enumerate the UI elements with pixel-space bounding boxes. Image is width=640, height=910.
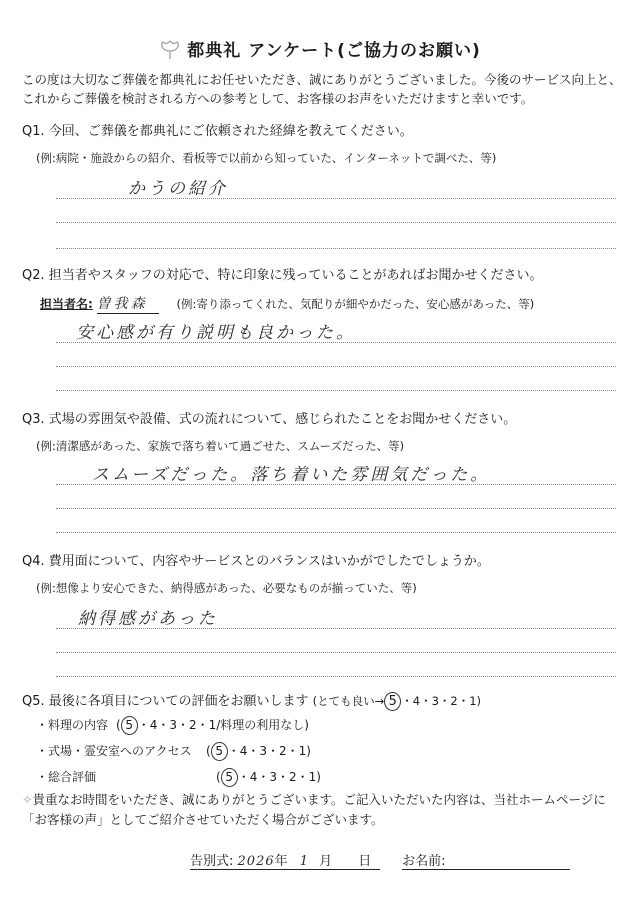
question-3-answer: スムーズだった。落ち着いた雰囲気だった。 (92, 465, 491, 485)
answer-line (56, 652, 616, 653)
staff-row (40, 293, 620, 314)
ceremony-date[interactable]: 告別式: 2026年 1 月 日 (190, 850, 380, 870)
ceremony-date-label: 告別式: (190, 854, 234, 869)
answer-line (56, 484, 616, 485)
rating-options: ・4・3・2・1/料理の利用なし) (137, 718, 309, 732)
ginkgo-leaf-icon (159, 40, 181, 65)
thank-you-note (22, 790, 622, 830)
question-3: Q3. 式場の雰囲気や設備、式の流れについて、感じられたことをお聞かせください。 (22, 412, 517, 427)
answer-line (56, 676, 616, 677)
answer-line (56, 366, 616, 367)
signature-row (190, 850, 570, 870)
ceremony-year: 2026 (237, 854, 275, 869)
rating-options: ・4・3・2・1) (227, 744, 311, 758)
rating-label: ・式場・霊安室へのアクセス (36, 744, 192, 758)
question-5-label: Q5. 最後に各項目についての評価をお願いします (22, 694, 309, 709)
answer-line (56, 248, 616, 249)
question-2-answer: 安心感が有り説明も良かった。 (76, 323, 356, 343)
rating-label: ・総合評価 (36, 770, 97, 784)
question-1-answer: かうの紹介 (128, 179, 228, 199)
rating-row-overall[interactable]: ・総合評価 ( 5 ・4・3・2・1) (36, 768, 321, 787)
rating-selected-circle[interactable]: 5 (221, 768, 238, 787)
sparkle-icon: ✧ (22, 792, 33, 807)
staff-name-label: 担当者名: (40, 297, 93, 311)
question-4-answer: 納得感があった (78, 609, 218, 629)
question-2: Q2. 担当者やスタッフの対応で、特に印象に残っていることがあればお聞かせください。 (22, 268, 543, 283)
question-5 (22, 690, 481, 711)
scale-note: (とても良い→ (312, 694, 385, 708)
answer-line (56, 342, 616, 343)
answer-line (56, 532, 616, 533)
customer-name[interactable] (402, 850, 570, 870)
scale-top-circle: 5 (384, 692, 401, 711)
question-4-example: (例:想像より安心できた、納得感があった、必要なものが揃っていた、等) (36, 581, 417, 595)
intro-text: この度は大切なご葬儀を都典礼にお任せいただき、誠にありがとうございました。今後のサービス向上と、これからご葬儀を検討される方への参考として、お客様のお声をいただけますと幸いです。 (22, 72, 622, 106)
rating-selected-circle[interactable]: 5 (121, 716, 138, 735)
question-2-example: (例:寄り添ってくれた、気配りが細やかだった、安心感があった、等) (176, 297, 535, 311)
page-title (0, 36, 640, 65)
rating-options: ・4・3・2・1) (237, 770, 321, 784)
scale-rest: ・4・3・2・1) (401, 694, 482, 708)
rating-row-food[interactable]: ・料理の内容 ( 5 ・4・3・2・1/料理の利用なし) (36, 716, 309, 735)
ceremony-month: 1 (299, 854, 312, 869)
thank-you-text: 貴重なお時間をいただき、誠にありがとうございます。ご記入いただいた内容は、当社ホームページに「お客様の声」としてご紹介させていただく場合がございます。 (22, 792, 606, 827)
answer-line (56, 628, 616, 629)
answer-line (56, 222, 616, 223)
title-text: 都典礼 アンケート(ご協力のお願い) (187, 41, 481, 61)
question-1: Q1. 今回、ご葬儀を都典礼にご依頼された経緯を教えてください。 (22, 124, 413, 139)
answer-line (56, 198, 616, 199)
answer-line (56, 390, 616, 391)
rating-selected-circle[interactable]: 5 (211, 742, 228, 761)
rating-row-access[interactable]: ・式場・霊安室へのアクセス ( 5 ・4・3・2・1) (36, 742, 311, 761)
question-3-example: (例:清潔感があった、家族で落ち着いて過ごせた、スムーズだった、等) (36, 439, 405, 453)
staff-name-value: 曽我森 (97, 293, 159, 314)
customer-name-label: お名前: (402, 854, 446, 869)
question-4: Q4. 費用面について、内容やサービスとのバランスはいかがでしたでしょうか。 (22, 554, 490, 569)
question-1-example: (例:病院・施設からの紹介、看板等で以前から知っていた、インターネットで調べた、等) (36, 151, 497, 165)
rating-label: ・料理の内容 (36, 718, 109, 732)
answer-line (56, 508, 616, 509)
